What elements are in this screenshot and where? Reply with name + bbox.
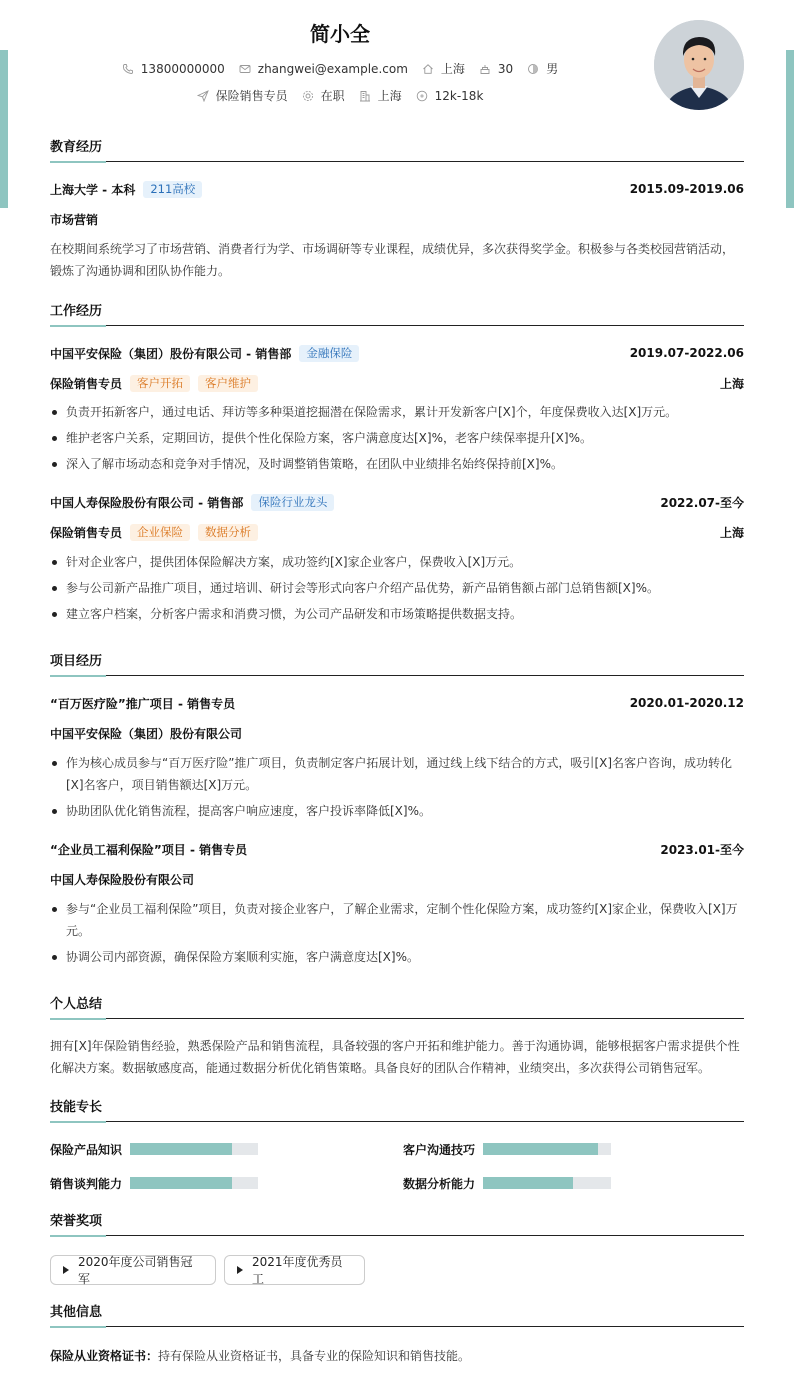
awards-list xyxy=(50,1255,744,1287)
send-icon xyxy=(197,90,209,102)
summary-text: 拥有[X]年保险销售经验，熟悉保险产品和销售流程，具备较强的客户开拓和维护能力。善于沟通协调，能够根据客户需求提供个性化解决方案。数据敏感度高，能通过数据分析优化销售策略。具备良好的团队合作精神，业绩突出，多次获得公司销售冠军。 xyxy=(50,1039,740,1075)
work-company-row xyxy=(50,493,744,511)
school-name: 上海大学 - 本科 xyxy=(50,182,136,197)
work-date: 2022.07-至今 xyxy=(660,495,744,510)
work-title: 工作经历 xyxy=(50,304,744,326)
skill-bar xyxy=(130,1177,258,1189)
role-name: 保险销售专员 xyxy=(50,376,123,391)
age-icon xyxy=(479,63,491,75)
role-name: 保险销售专员 xyxy=(50,525,123,540)
project-row xyxy=(50,694,744,712)
certificate-text: 持有保险从业资格证书，具备专业的保险知识和销售技能。 xyxy=(158,1349,471,1363)
play-icon xyxy=(63,1266,69,1274)
building-icon xyxy=(359,90,371,102)
role-tag: 企业保险 xyxy=(130,524,190,541)
status-icon xyxy=(302,90,314,102)
project-company: 中国平安保险（集团）股份有限公司 xyxy=(50,726,243,741)
work-company-row xyxy=(50,344,744,362)
list-item: 作为核心成员参与“百万医疗险”推广项目，负责制定客户拓展计划，通过线上线下结合的方式，吸引[X]名客户咨询，成功转化[X]名客户，项目销售额达[X]万元。 xyxy=(50,752,744,796)
list-item: 深入了解市场动态和竞争对手情况，及时调整销售策略，在团队中业绩排名始终保持前[X]%。 xyxy=(50,453,744,475)
work-location: 上海 xyxy=(719,376,744,391)
education-desc: 在校期间系统学习了市场营销、消费者行为学、市场调研等专业课程，成绩优异，多次获得奖学金。积极参与各类校园营销活动，锻炼了沟通协调和团队协作能力。 xyxy=(50,242,735,278)
skill-bar xyxy=(483,1177,611,1189)
project-date: 2020.01-2020.12 xyxy=(629,696,744,710)
award-label: 2021年度优秀员工 xyxy=(252,1255,343,1286)
company-tag: 金融保险 xyxy=(299,345,359,362)
skill-bar-fill xyxy=(130,1143,232,1155)
work-section xyxy=(50,304,744,634)
award-chip[interactable] xyxy=(50,1255,216,1285)
company-name: 中国人寿保险股份有限公司 - 销售部 xyxy=(50,495,244,510)
email-text: zhangwei@example.com xyxy=(257,61,408,76)
skill-bar xyxy=(483,1143,611,1155)
project-company: 中国人寿保险股份有限公司 xyxy=(50,872,195,887)
company-tag: 保险行业龙头 xyxy=(251,494,334,511)
work-bullets xyxy=(50,401,744,479)
award-chip[interactable] xyxy=(224,1255,365,1285)
salary-text: 12k-18k xyxy=(434,88,484,103)
awards-section xyxy=(50,1214,744,1289)
target-city-item xyxy=(359,87,402,104)
skills-title: 技能专长 xyxy=(50,1100,744,1122)
other-section xyxy=(50,1305,744,1370)
skill-item xyxy=(50,1140,258,1158)
gender-icon xyxy=(527,63,539,75)
city-text: 上海 xyxy=(440,62,465,76)
major-row xyxy=(50,210,744,228)
work-bullets xyxy=(50,551,744,629)
work-role-row xyxy=(50,523,744,541)
work-role-row xyxy=(50,374,744,392)
company-name: 中国平安保险（集团）股份有限公司 - 销售部 xyxy=(50,346,292,361)
job-row xyxy=(0,87,680,104)
list-item: 参与公司新产品推广项目，通过培训、研讨会等形式向客户介绍产品优势，新产品销售额占部门总销售额[X]%。 xyxy=(50,577,744,599)
list-item: 协调公司内部资源，确保保险方案顺利实施，客户满意度达[X]%。 xyxy=(50,946,744,968)
salary-item xyxy=(416,89,484,103)
list-item: 协助团队优化销售流程，提高客户响应速度，客户投诉率降低[X]%。 xyxy=(50,800,744,822)
education-section xyxy=(50,140,744,280)
project-bullets xyxy=(50,898,744,972)
work-date: 2019.07-2022.06 xyxy=(629,346,744,360)
list-item: 建立客户档案，分析客户需求和消费习惯，为公司产品研发和市场策略提供数据支持。 xyxy=(50,603,744,625)
phone-item xyxy=(122,62,225,76)
skill-name: 数据分析能力 xyxy=(403,1176,476,1191)
avatar xyxy=(654,20,744,110)
summary-section xyxy=(50,997,744,1082)
gender-item xyxy=(527,60,558,77)
major-name: 市场营销 xyxy=(50,212,99,227)
list-item: 维护老客户关系，定期回访，提供个性化保险方案，客户满意度达[X]%，老客户续保率提升[X]%。 xyxy=(50,427,744,449)
project-bullets xyxy=(50,752,744,826)
skill-name: 保险产品知识 xyxy=(50,1142,123,1157)
gender-text: 男 xyxy=(546,62,559,76)
role-tag: 客户开拓 xyxy=(130,375,190,392)
project-name: “企业员工福利保险”项目 - 销售专员 xyxy=(50,842,248,857)
skills-section xyxy=(50,1100,744,1200)
role-tag: 客户维护 xyxy=(198,375,258,392)
awards-title: 荣誉奖项 xyxy=(50,1214,744,1236)
age-item xyxy=(479,62,513,76)
status-item xyxy=(302,87,345,104)
role-tag: 数据分析 xyxy=(198,524,258,541)
skill-name: 销售谈判能力 xyxy=(50,1176,123,1191)
summary-title: 个人总结 xyxy=(50,997,744,1019)
list-item: 参与“企业员工福利保险”项目，负责对接企业客户，了解企业需求，定制个性化保险方案，成功签约[X]家企业，保费收入[X]万元。 xyxy=(50,898,744,942)
phone-text: 13800000000 xyxy=(140,61,225,76)
project-name: “百万医疗险”推广项目 - 销售专员 xyxy=(50,696,236,711)
city-item xyxy=(422,60,465,77)
list-item: 针对企业客户，提供团体保险解决方案，成功签约[X]家企业客户，保费收入[X]万元。 xyxy=(50,551,744,573)
candidate-name: 简小全 xyxy=(310,22,370,46)
age-text: 30 xyxy=(497,61,514,76)
skill-bar-fill xyxy=(483,1143,598,1155)
skill-bar-fill xyxy=(483,1177,573,1189)
skill-item xyxy=(403,1174,611,1192)
target-city-text: 上海 xyxy=(377,89,402,103)
play-icon xyxy=(237,1266,243,1274)
skill-bar xyxy=(130,1143,258,1155)
project-company-row xyxy=(50,870,744,888)
salary-icon xyxy=(416,90,428,102)
skill-item xyxy=(403,1140,611,1158)
project-date: 2023.01-至今 xyxy=(660,842,744,857)
certificate-label: 保险从业资格证书： xyxy=(50,1349,159,1363)
project-row xyxy=(50,840,744,858)
skill-item xyxy=(50,1174,258,1192)
education-row xyxy=(50,180,744,198)
education-date: 2015.09-2019.06 xyxy=(629,182,744,196)
resume-header xyxy=(0,0,794,130)
email-item xyxy=(239,62,408,76)
project-company-row xyxy=(50,724,744,742)
mail-icon xyxy=(239,63,251,75)
education-title: 教育经历 xyxy=(50,140,744,162)
skill-bar-fill xyxy=(130,1177,232,1189)
position-text: 保险销售专员 xyxy=(215,89,288,103)
skill-name: 客户沟通技巧 xyxy=(403,1142,476,1157)
award-label: 2020年度公司销售冠军 xyxy=(78,1255,193,1286)
projects-title: 项目经历 xyxy=(50,654,744,676)
position-item xyxy=(197,87,288,104)
other-info xyxy=(50,1347,744,1365)
work-location: 上海 xyxy=(719,525,744,540)
status-text: 在职 xyxy=(320,89,345,103)
contact-row xyxy=(0,60,680,77)
home-icon xyxy=(422,63,434,75)
phone-icon xyxy=(122,63,134,75)
projects-section xyxy=(50,654,744,974)
other-title: 其他信息 xyxy=(50,1305,744,1327)
school-tag: 211高校 xyxy=(143,181,202,198)
list-item: 负责开拓新客户，通过电话、拜访等多种渠道挖掘潜在保险需求，累计开发新客户[X]个，年度保费收入达[X]万元。 xyxy=(50,401,744,423)
